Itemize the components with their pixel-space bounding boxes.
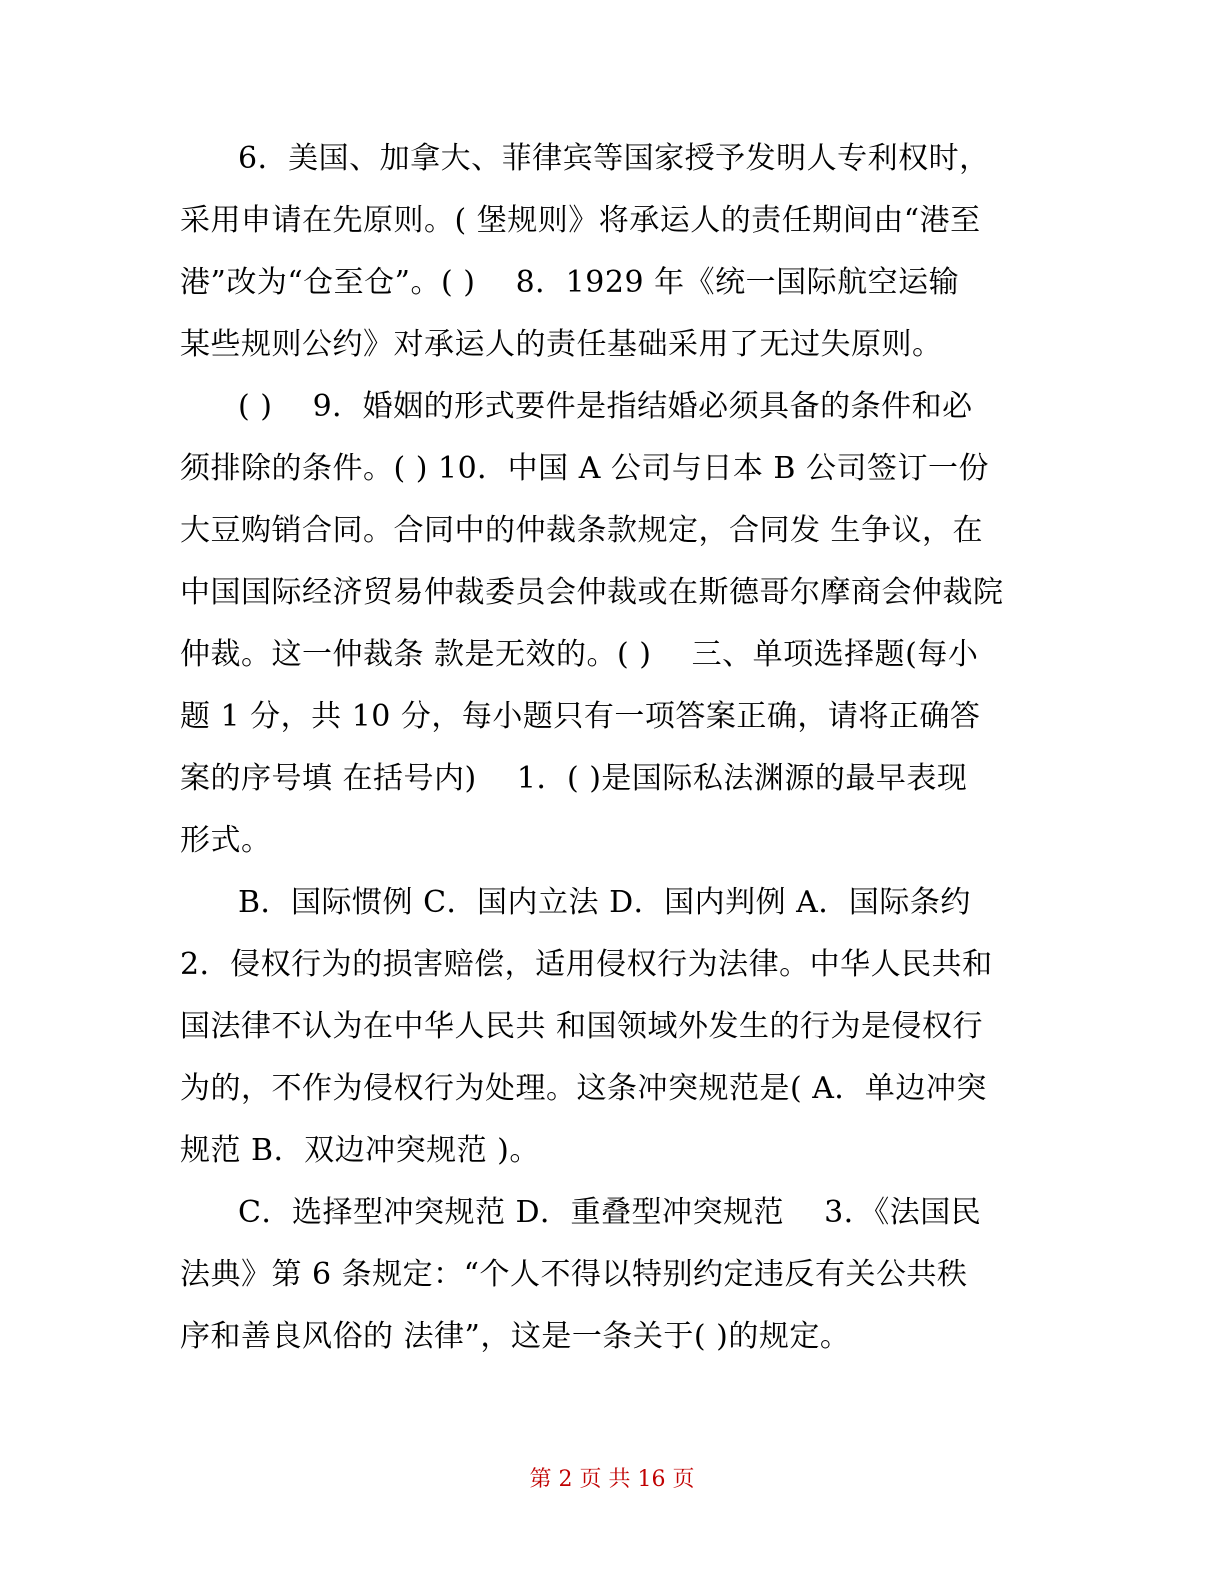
- text-line: 2．侵权行为的损害赔偿，适用侵权行为法律。中华人民共和: [180, 947, 993, 982]
- text-line: 某些规则公约》对承运人的责任基础采用了无过失原则。: [180, 327, 943, 362]
- text-line: 仲裁。这一仲裁条 款是无效的。( ) 三、单项选择题(每小: [180, 637, 979, 672]
- text-line: 形式。: [180, 823, 272, 858]
- text-line: 6．美国、加拿大、菲律宾等国家授予发明人专利权时，: [238, 141, 990, 176]
- text-line: 序和善良风俗的 法律”，这是一条关于( )的规定。: [180, 1319, 851, 1354]
- body-text: [180, 128, 1040, 1368]
- text-line: 法典》第 6 条规定：“个人不得以特别约定违反有关公共秩: [180, 1257, 968, 1292]
- text-line: 采用申请在先原则。( 堡规则》将承运人的责任期间由“港至: [180, 203, 981, 238]
- text-line: C．选择型冲突规范 D．重叠型冲突规范 3．《法国民: [238, 1195, 982, 1230]
- text-line: 须排除的条件。( ) 10．中国 A 公司与日本 B 公司签订一份: [180, 451, 990, 486]
- text-line: 国法律不认为在中华人民共 和国领域外发生的行为是侵权行: [180, 1009, 984, 1044]
- text-line: ( ) 9．婚姻的形式要件是指结婚必须具备的条件和必: [238, 389, 973, 424]
- text-line: B．国际惯例 C．国内立法 D．国内判例 A．国际条约: [238, 885, 971, 920]
- text-line: 港”改为“仓至仓”。( ) 8．1929 年《统一国际航空运输: [180, 265, 960, 300]
- text-line: 题 1 分，共 10 分，每小题只有一项答案正确，请将正确答: [180, 699, 981, 734]
- text-line: 案的序号填 在括号内) 1．( )是国际私法渊源的最早表现: [180, 761, 968, 796]
- text-line: 大豆购销合同。合同中的仲裁条款规定，合同发 生争议，在: [180, 513, 984, 548]
- text-line: 中国国际经济贸易仲裁委员会仲裁或在斯德哥尔摩商会仲裁院: [180, 575, 1004, 610]
- page-number-footer: 第 2 页 共 16 页: [529, 1467, 695, 1492]
- text-line: 规范 B．双边冲突规范 )。: [180, 1133, 540, 1168]
- text-line: 为的，不作为侵权行为处理。这条冲突规范是( A．单边冲突: [180, 1071, 987, 1106]
